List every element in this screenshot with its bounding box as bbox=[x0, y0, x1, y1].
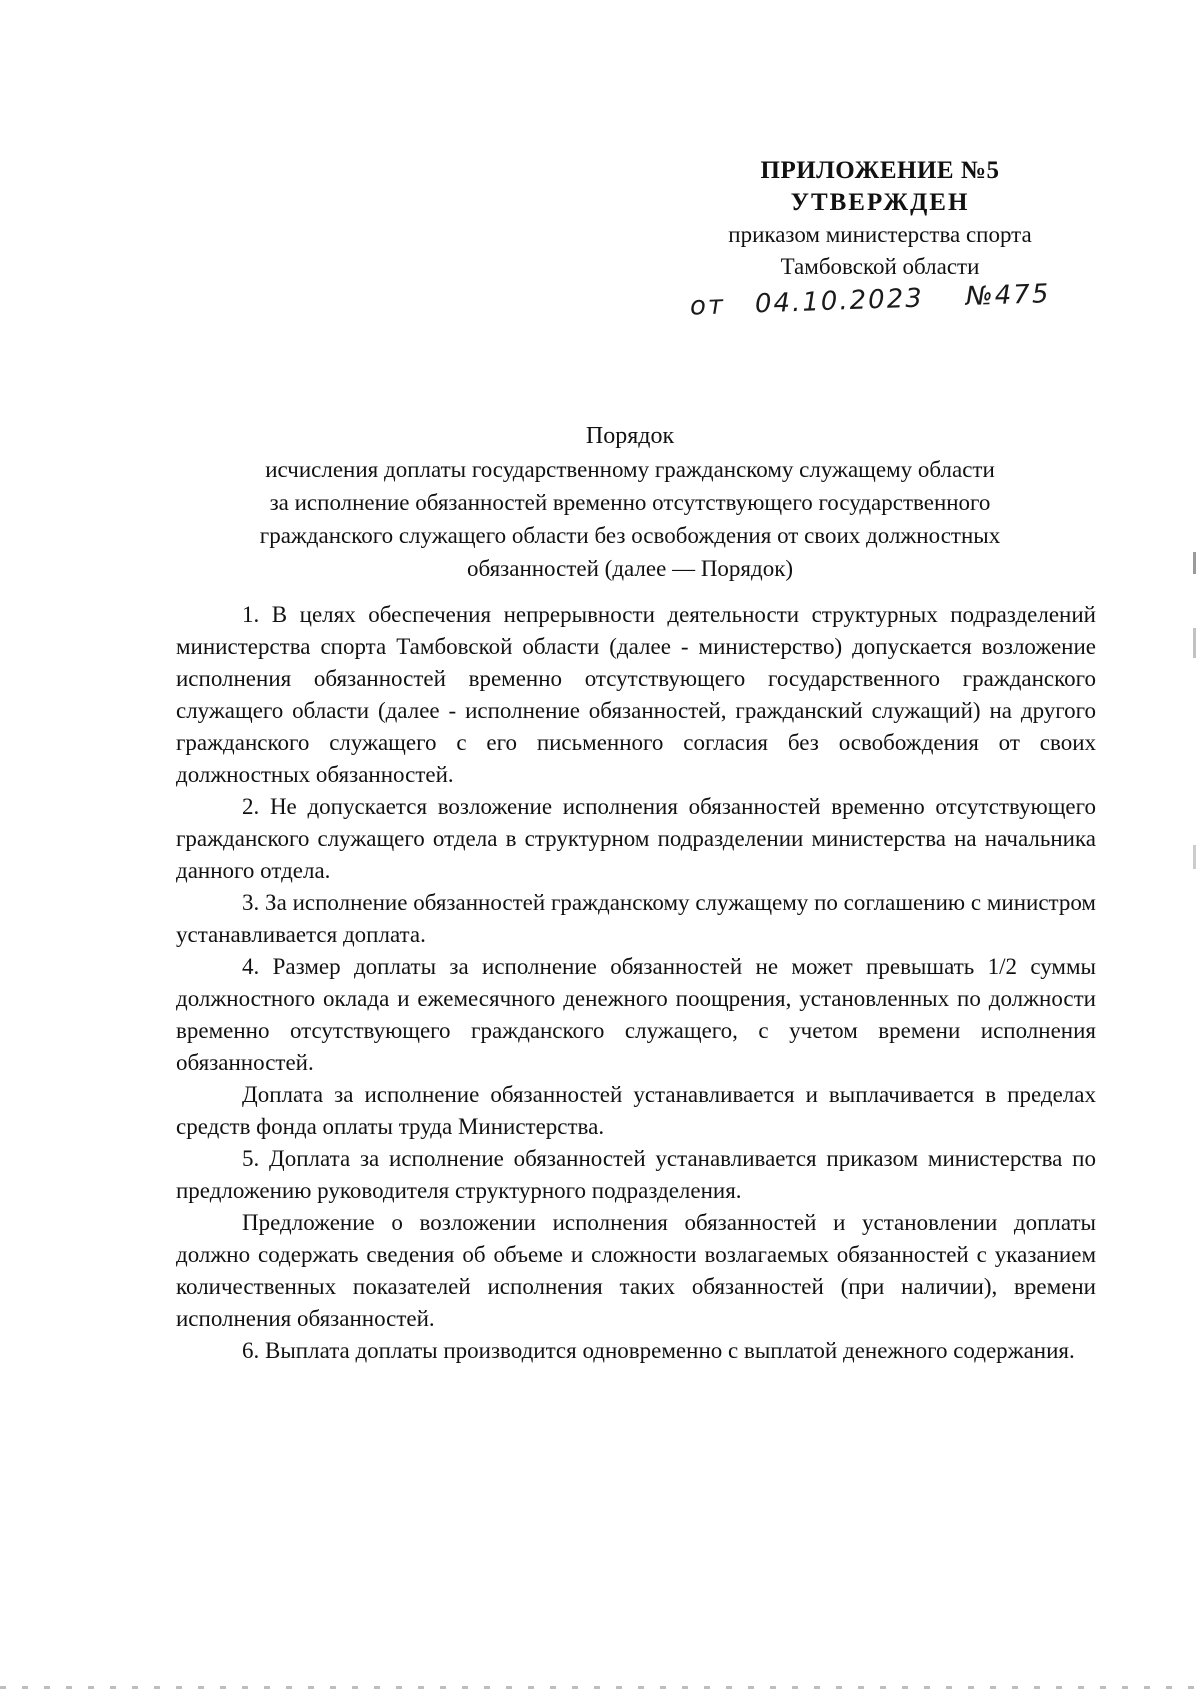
handwritten-date: 04.10.2023 bbox=[754, 283, 925, 320]
scan-artifact bbox=[1193, 628, 1196, 658]
paragraph-2: 2. Не допускается возложение исполнения обязанностей временно отсутствующего гражданского служащего отдела в структурном подразделении министерства на начальника данного отдела. bbox=[176, 794, 1096, 883]
handwritten-number: 475 bbox=[994, 279, 1051, 311]
paragraph-1: 1. В целях обеспечения непрерывности деятельности структурных подразделений министерства спорта Тамбовской области (далее - министерство) допускается возложение исполнения обязанностей временно отсутствующего государственного гражданского служащего области (далее - исполнение обязанностей, гражданский служащий) на другого гражданского служащего с его письменного согласия без освобождения от своих должностных обязанностей. bbox=[176, 602, 1096, 787]
approval-block bbox=[690, 155, 1070, 283]
title-line: исчисления доплаты государственному гражданскому служащему области bbox=[265, 457, 995, 482]
paragraph-6: 6. Выплата доплаты производится одновременно с выплатой денежного содержания. bbox=[242, 1338, 1075, 1363]
approved-region: Тамбовской области bbox=[780, 254, 980, 279]
document-title-block bbox=[170, 420, 1090, 585]
scan-bottom-edge bbox=[0, 1686, 1200, 1689]
paragraph-4: 4. Размер доплаты за исполнение обязанностей не может превышать 1/2 суммы должностного оклада и ежемесячного денежного поощрения, установленных по должности временно отсутствующего гражданского служащего, с учетом времени исполнения обязанностей. bbox=[176, 954, 1096, 1075]
title-line: за исполнение обязанностей временно отсутствующего государственного bbox=[269, 490, 991, 515]
appendix-heading: ПРИЛОЖЕНИЕ №5 bbox=[760, 157, 1000, 184]
title-line: обязанностей (далее — Порядок) bbox=[466, 556, 794, 581]
approved-heading: УТВЕРЖДЕН bbox=[790, 189, 970, 216]
paragraph-4-continued: Доплата за исполнение обязанностей устанавливается и выплачивается в пределах средств фонда оплаты труда Министерства. bbox=[176, 1082, 1096, 1139]
paragraph-5: 5. Доплата за исполнение обязанностей устанавливается приказом министерства по предложению руководителя структурного подразделения. bbox=[176, 1146, 1096, 1203]
handwritten-prefix: от bbox=[689, 290, 726, 322]
paragraph-3: 3. За исполнение обязанностей гражданскому служащему по соглашению с министром устанавливается доплата. bbox=[176, 890, 1096, 947]
document-body bbox=[176, 599, 1096, 1367]
scan-artifact bbox=[1193, 845, 1196, 869]
approved-by-order: приказом министерства спорта bbox=[728, 222, 1032, 247]
scan-artifact bbox=[1193, 552, 1196, 574]
title-line: гражданского служащего области без освобождения от своих должностных bbox=[259, 523, 1001, 548]
handwritten-date-number bbox=[689, 278, 1070, 331]
handwritten-number-sign: № bbox=[965, 280, 996, 312]
paragraph-5-continued: Предложение о возложении исполнения обязанностей и установлении доплаты должно содержать сведения об объеме и сложности возлагаемых обязанностей с указанием количественных показателей исполнения таких обязанностей (при наличии), времени исполнения обязанностей. bbox=[176, 1210, 1096, 1331]
document-title: Порядок bbox=[585, 423, 675, 449]
